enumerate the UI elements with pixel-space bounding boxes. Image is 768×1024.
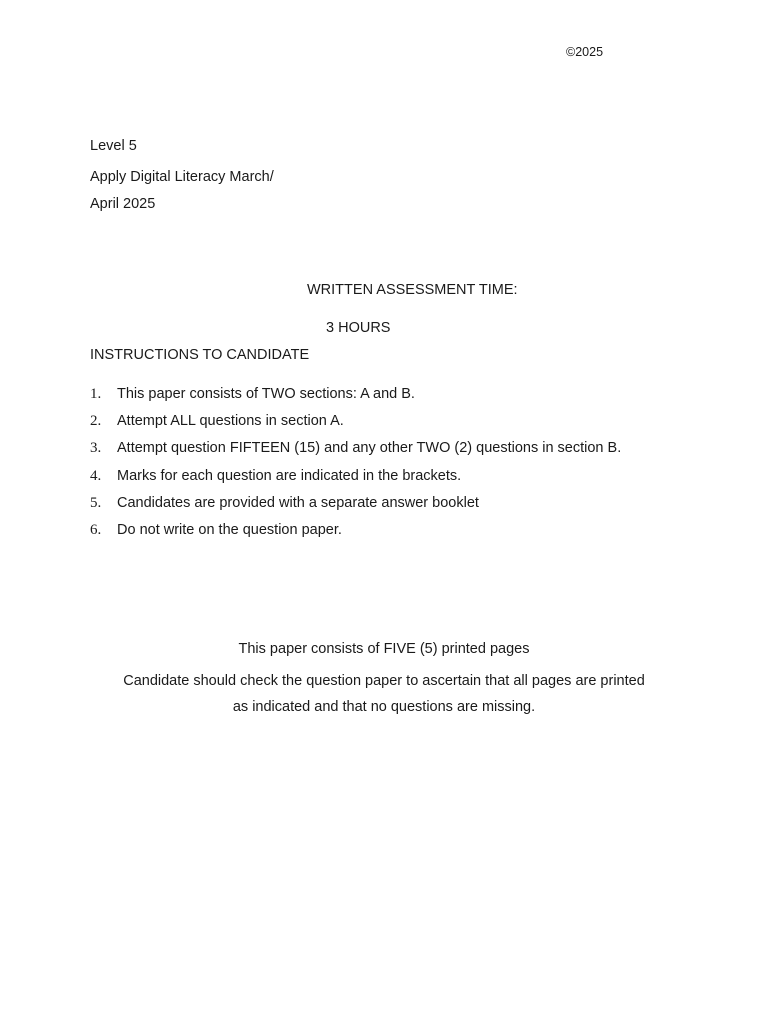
instruction-text: Attempt question FIFTEEN (15) and any other TWO (2) questions in section B. (117, 440, 622, 457)
instruction-number: 1. (90, 386, 102, 402)
instruction-text: Marks for each question are indicated in the brackets. (117, 467, 462, 484)
instruction-item (90, 467, 621, 494)
instruction-item (90, 385, 621, 412)
instruction-item (90, 439, 621, 466)
instruction-number: 2. (90, 413, 102, 430)
course-title-line-2: April 2025 (90, 196, 156, 212)
instruction-item (90, 412, 621, 439)
instruction-number: 4. (90, 467, 102, 484)
instruction-number: 6. (90, 521, 102, 538)
instruction-number: 3. (90, 440, 102, 457)
instruction-item (90, 494, 621, 521)
assessment-title: WRITTEN ASSESSMENT TIME: (307, 282, 518, 298)
instruction-text: Do not write on the question paper. (117, 521, 342, 538)
assessment-duration: 3 HOURS (326, 320, 391, 336)
instruction-text: Candidates are provided with a separate answer booklet (117, 494, 479, 511)
instruction-list (90, 385, 621, 548)
instruction-text: This paper consists of TWO sections: A and B. (117, 386, 415, 402)
instruction-number: 5. (90, 494, 102, 511)
instructions-heading: INSTRUCTIONS TO CANDIDATE (90, 347, 310, 363)
instruction-text: Attempt ALL questions in section A. (117, 413, 344, 430)
course-title-line-1: Apply Digital Literacy March/ (90, 169, 274, 185)
pages-count-note: This paper consists of FIVE (5) printed pages (238, 641, 530, 657)
instruction-item (90, 521, 621, 548)
check-instruction-line-1: Candidate should check the question paper to ascertain that all pages are printed (123, 673, 645, 689)
copyright-notice: ©2025 (566, 45, 604, 59)
course-level: Level 5 (90, 138, 137, 154)
check-instruction-line-2: as indicated and that no questions are missing. (232, 699, 536, 715)
